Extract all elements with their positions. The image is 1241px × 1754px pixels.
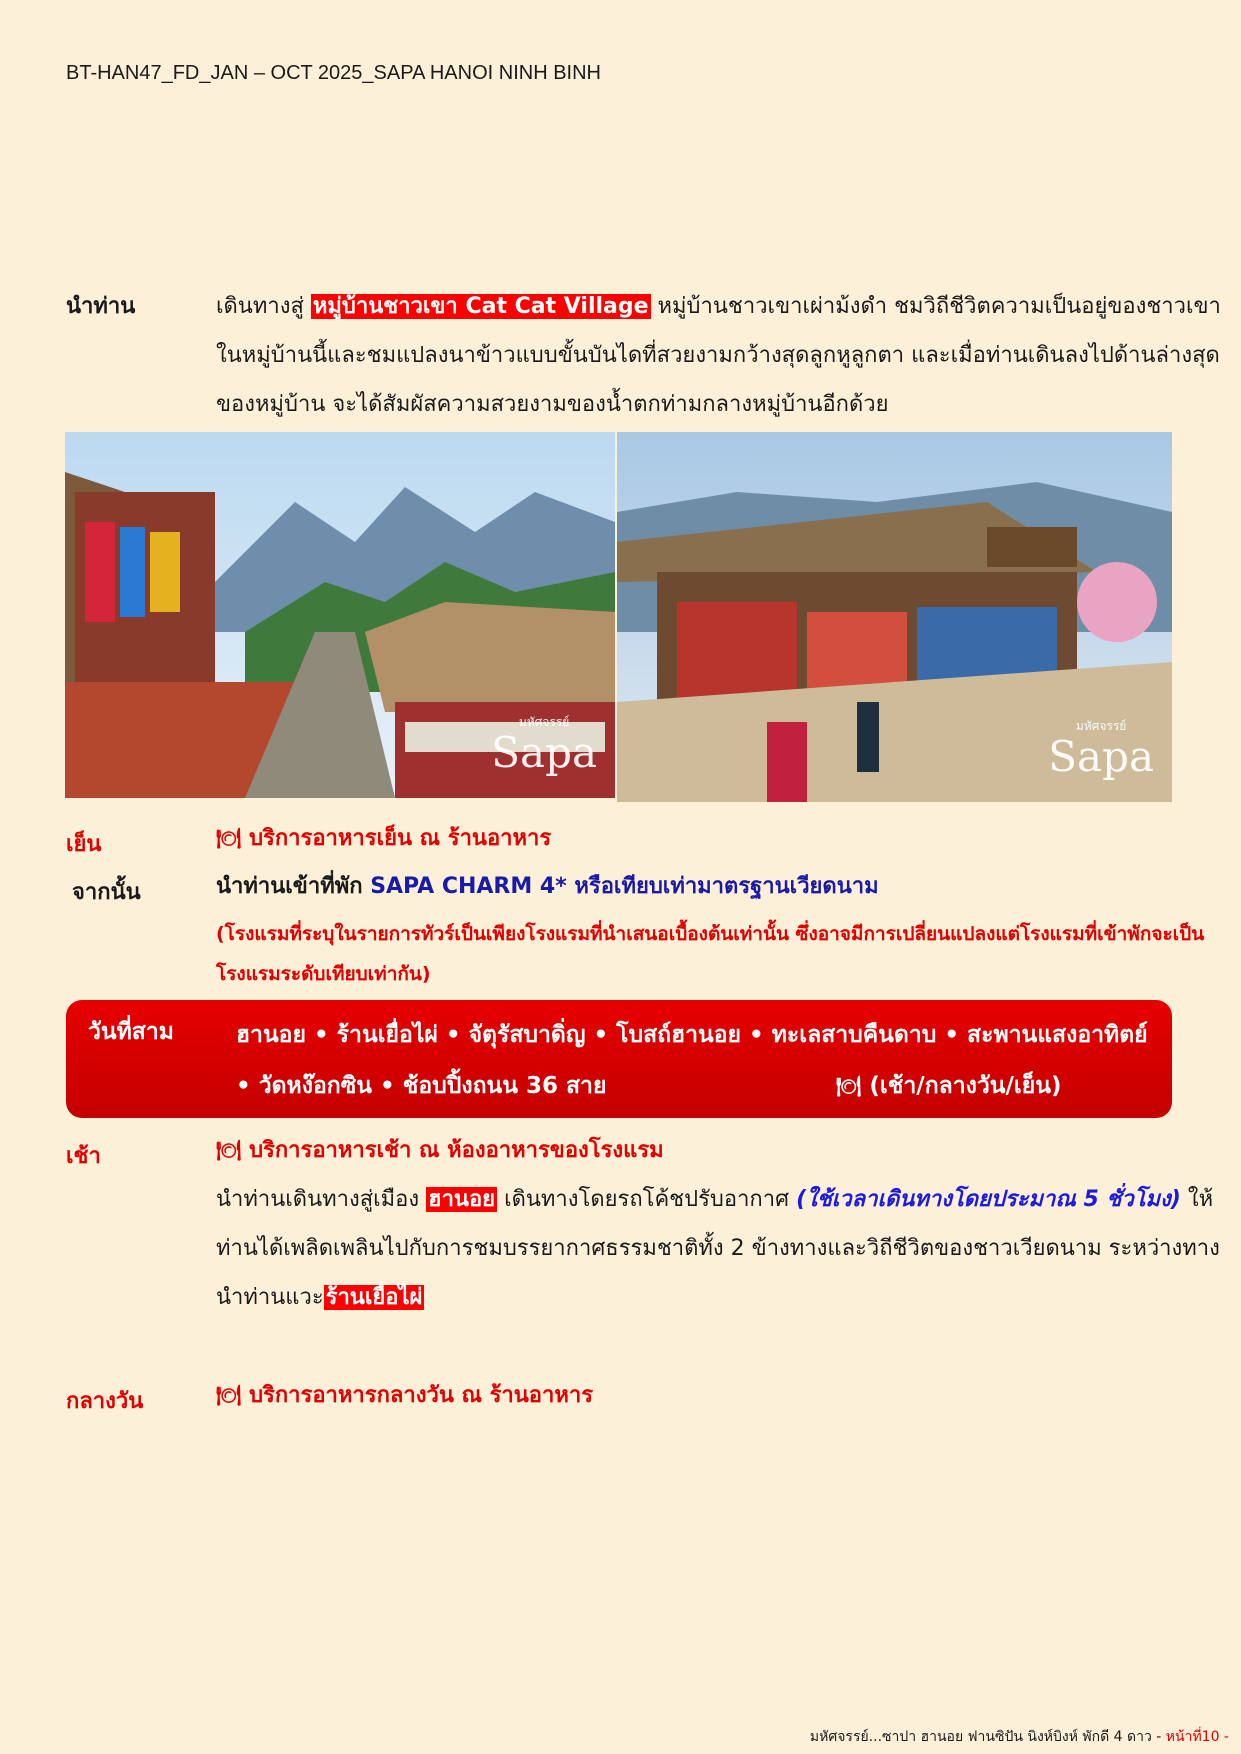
photo-strip (65, 432, 1172, 802)
dinner-text: 🍽 บริการอาหารเย็น ณ ร้านอาหาร (216, 826, 552, 851)
meal-icon: 🍽 (836, 1074, 862, 1098)
lunch-label: กลางวัน (66, 1389, 144, 1414)
day-places: ฮานอย • ร้านเยื่อไผ่ • จัตุรัสบาดิ่ญ • โบสถ์ฮานอย • ทะเลสาบคืนดาบ • สะพานแสงอาทิตย์ • วัดหง๊อกซิน • ช้อบปิ้งถนน 36 สาย (236, 1022, 1148, 1099)
breakfast-label: เช้า (66, 1144, 101, 1169)
day-label: วันที่สาม (88, 1019, 174, 1045)
meal-icon: 🍽 (216, 1383, 242, 1407)
section-text (216, 282, 1241, 429)
day-meals: 🍽 (เช้า/กลางวัน/เย็น) (836, 1073, 1062, 1099)
section-label: นำท่าน (66, 294, 136, 319)
photo-watermark: มหัศจรรย์ Sapa (1048, 719, 1154, 781)
page-number: หน้าที่10 - (1165, 1729, 1229, 1745)
text-before: เดินทางสู่ (216, 294, 311, 319)
highlight-bamboo-shop: ร้านเยื่อไผ่ (325, 1285, 423, 1310)
hotel-text: นำท่านเข้าที่พัก SAPA CHARM 4* หรือเทียบเท่ามาตรฐานเวียดนาม (216, 874, 879, 899)
meal-icon: 🍽 (216, 1138, 242, 1162)
lunch-text: 🍽 บริการอาหารกลางวัน ณ ร้านอาหาร (216, 1383, 594, 1408)
dinner-label: เย็น (66, 832, 102, 857)
breakfast-text: 🍽 บริการอาหารเช้า ณ ห้องอาหารของโรงแรม (216, 1138, 664, 1163)
page-footer: มหัศจรรย์...ซาปา ฮานอย ฟานซิปัน นิงห์บิงห์ พักดี 4 ดาว - หน้าที่10 - (809, 1729, 1229, 1745)
meal-icon: 🍽 (216, 826, 242, 850)
day-three-banner (66, 1000, 1172, 1118)
highlight-hanoi: ฮานอย (428, 1187, 496, 1212)
travel-duration: (ใช้เวลาเดินทางโดยประมาณ 5 ชั่วโมง) (796, 1187, 1181, 1212)
photo-cat-cat-village-market (617, 432, 1172, 802)
document-code: BT-HAN47_FD_JAN – OCT 2025_SAPA HANOI NINH BINH (66, 62, 601, 84)
photo-cat-cat-village-street (65, 432, 615, 798)
breakfast-description: นำท่านเดินทางสู่เมือง ฮานอย เดินทางโดยรถโค้ชปรับอากาศ (ใช้เวลาเดินทางโดยประมาณ 5 ชั่วโมง) ให้ท่านได้เพลิดเพลินไปกับการชมบรรยากาศธรรมชาติทั้ง 2 ข้างทางและวิถีชีวิตของชาวเวียดนาม ระหว่างทางนำท่านแวะร้านเยื่อไผ่ (216, 1187, 1220, 1310)
photo-watermark: มหัศจรรย์ Sapa (491, 715, 597, 777)
hotel-name: SAPA CHARM 4* หรือเทียบเท่ามาตรฐานเวียดนาม (370, 874, 879, 899)
text-after: หมู่บ้านชาวเขาเผ่าม้งดำ ชมวิถีชีวิตความเป็นอยู่ของชาวเขาในหมู่บ้านนี้และชมแปลงนาข้าวแบบขั้นบันไดที่สวยงามกว้างสุดลูกหูลูกตา และเมื่อท่านเดินลงไปด้านล่างสุดของหมู่บ้าน จะได้สัมผัสความสวยงามของน้ำตกท่ามกลางหมู่บ้านอีกด้วย (216, 294, 1221, 417)
hotel-label: จากนั้น (72, 880, 141, 905)
hotel-note: (โรงแรมที่ระบุในรายการทัวร์เป็นเพียงโรงแรมที่นำเสนอเบื้องต้นเท่านั้น ซึ่งอาจมีการเปลี่ยนแปลงแต่โรงแรมที่เข้าพักจะเป็นโรงแรมระดับเทียบเท่ากัน) (216, 923, 1205, 985)
highlight-village: หมู่บ้านชาวเขา Cat Cat Village (312, 294, 649, 319)
